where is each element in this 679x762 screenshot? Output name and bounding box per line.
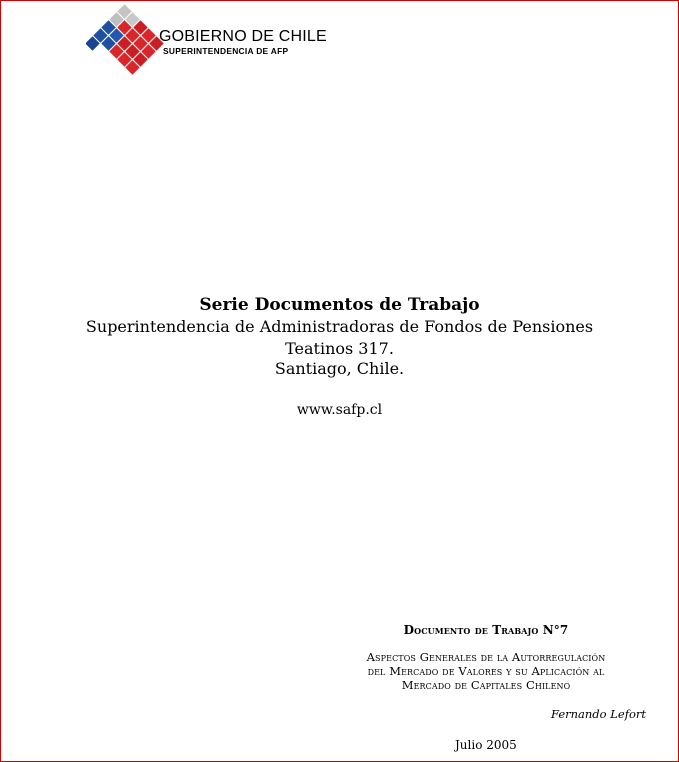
city-line: Santiago, Chile. (274, 359, 405, 378)
organization-name: Superintendencia de Administradoras de Fondos de Pensiones (85, 317, 594, 336)
document-date: Julio 2005 (455, 738, 517, 752)
logo-subtitle: SUPERINTENDENCIA DE AFP (163, 46, 289, 56)
address-line: Teatinos 317. (285, 339, 394, 358)
flag-diamond-logo-icon (86, 4, 166, 78)
document-title-line: del Mercado de Valores y su Aplicación al (367, 664, 605, 678)
series-title: Serie Documentos de Trabajo (199, 295, 480, 315)
document-title (326, 650, 646, 692)
logo-title: GOBIERNO DE CHILE (159, 28, 327, 45)
document-number-label: Documento de Trabajo N°7 (403, 623, 569, 637)
website-link[interactable]: www.safp.cl (296, 402, 383, 418)
document-author: Fernando Lefort (550, 707, 646, 721)
document-title-line: Mercado de Capitales Chileno (401, 678, 571, 692)
government-logo (86, 4, 326, 78)
document-title-line: Aspectos Generales de la Autorregulación (366, 650, 606, 664)
